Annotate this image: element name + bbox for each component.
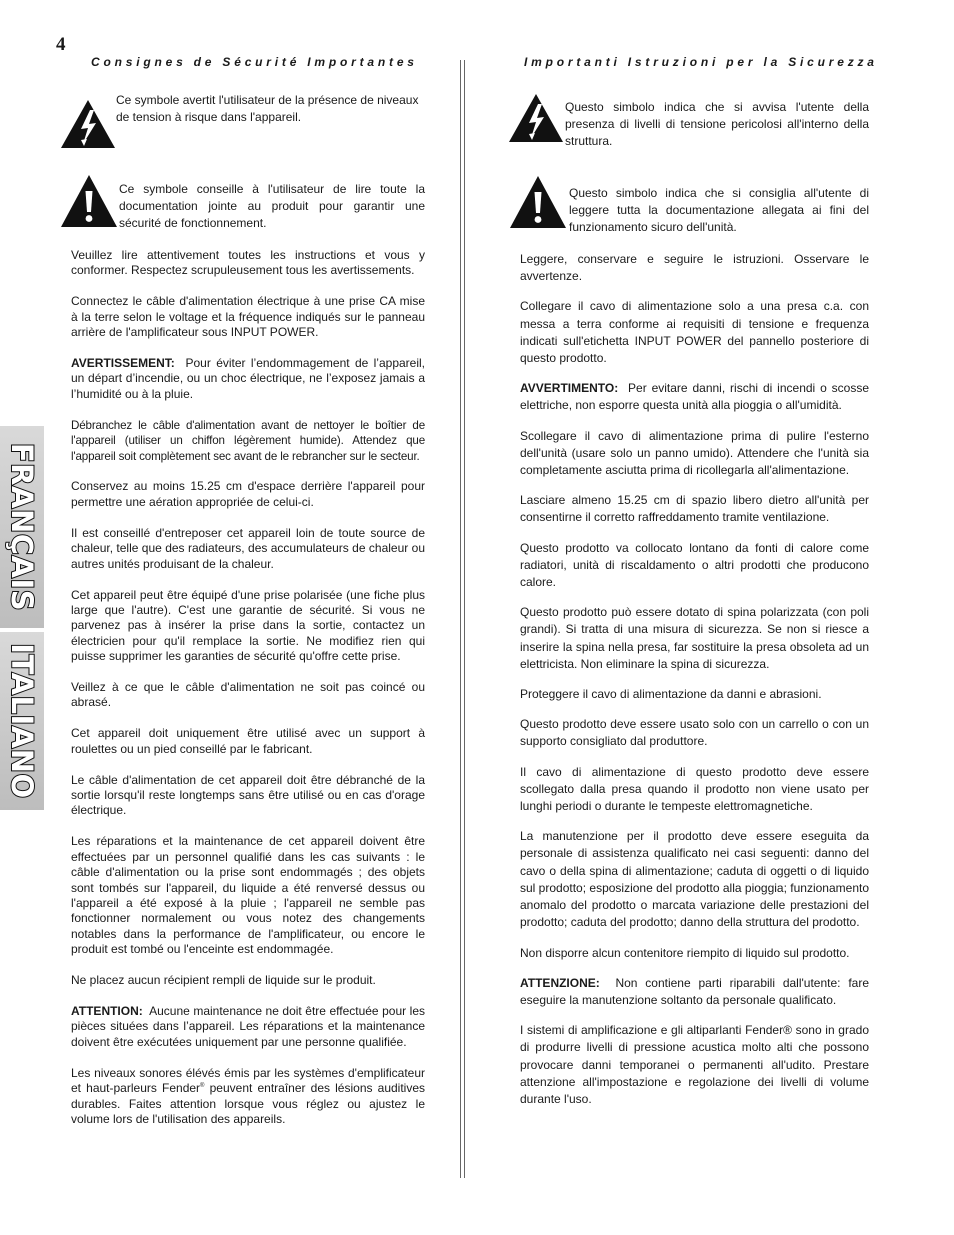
side-tab-italiano <box>0 632 44 810</box>
italian-lightning-notice <box>520 90 869 150</box>
italian-exclamation-notice <box>520 174 869 236</box>
lightning-warning-icon <box>59 98 117 155</box>
italian-paragraph <box>520 975 869 1009</box>
french-paragraph: Il est conseillé d'entreposer cet appareil loin de toute source de chaleur, telle que des radiateurs, des accumulateurs de chaleur ou autres unités produisant de la chaleur. <box>71 525 425 571</box>
italian-heading: Importanti Istruzioni per la Sicurezza <box>524 55 878 69</box>
italian-attention-label: ATTENZIONE: <box>520 975 600 990</box>
italian-paragraph: I sistemi di amplificazione e gli altiparlanti Fender® sono in grado di produrre livelli di pressione acustica molto alti che possono provocare danni temporanei o permanenti all'udito. Prestare attenzione all'impostazione e regolazione dei livelli di volume durante l'uso. <box>520 1023 869 1106</box>
italian-paragraph: Scollegare il cavo di alimentazione prima di pulire l'esterno dell'unità (usare solo un panno umido). Attendere che l'unità sia completamente asciutta prima di ricollegarla all'alimentazione. <box>520 428 869 478</box>
french-exclamation-notice <box>71 173 425 234</box>
french-hearing-text-b: peuvent entraîner des lésions auditives durables. Faites attention lorsque vous réglez ou ajustez le volume lors de l'utilisation des appareils. <box>71 1081 426 1126</box>
column-divider <box>460 60 465 1178</box>
italian-paragraph: Questo prodotto può essere dotato di spina polarizzata (con poli grandi). Si tratta di una misura di sicurezza. Se non si riesce a inserire la spina nella presa, far sostituire la presa obsoleta ad un elettricista. Non eliminare la spina di sicurezza. <box>520 605 869 671</box>
italian-paragraph: Leggere, conservare e seguire le istruzioni. Osservare le avvertenze. <box>520 252 869 284</box>
french-paragraph: Connectez le câble d'alimentation électrique à une prise CA mise à la terre selon le voltage et la fréquence indiqués sur le panneau arrière de l'amplificateur sous INPUT POWER. <box>71 294 425 340</box>
french-paragraph: Cet appareil peut être équipé d'une prise polarisée (une fiche plus large que l'autre). C'est une garantie de sécurité. Si vous ne parvenez pas à insérer la prise dans la sortie, contactez un électricien pour qu'il remplace la sortie. Ne modifiez rien qui puisse supprimer les garanties de sécurité qu'offre cette prise. <box>71 587 425 664</box>
italian-paragraph: Questo prodotto deve essere usato solo con un carrello o con un supporto consigliato dal produttore. <box>520 717 869 749</box>
french-paragraph <box>71 1066 425 1128</box>
french-paragraph: Veillez à ce que le câble d'alimentation ne soit pas coincé ou abrasé. <box>71 680 425 710</box>
french-paragraph <box>71 356 425 402</box>
french-hearing-text-a: Les niveaux sonores élévés émis par les systèmes d'emplificateur et haut-parleurs Fender <box>71 1065 425 1096</box>
italian-attention-text: Non contiene parti riparabili dall'utente: fare eseguire la manutenzione soltanto da personale qualificato. <box>520 975 869 1007</box>
french-paragraph: Veuillez lire attentivement toutes les instructions et vous y conformer. Respectez scrupuleusement tous les avertissements. <box>71 248 425 278</box>
exclamation-warning-icon <box>59 173 119 234</box>
italian-paragraph: Questo prodotto va collocato lontano da fonti di calore come radiatori, unità di riscaldamento o altri prodotti che producono calore. <box>520 540 869 590</box>
french-body <box>71 248 425 1127</box>
french-warning-text: Pour éviter l’endommagement de l’appareil, un départ d’incendie, ou un choc électrique, ne l’exposez jamais a l’humidité ou à la pluie. <box>71 356 425 401</box>
side-tab-francais-label: FRANÇAIS <box>5 442 39 612</box>
italian-lightning-text: Questo simbolo indica che si avvisa l'utente della presenza di livelli di tensione pericolosi all'interno della struttura. <box>565 100 869 148</box>
french-paragraph: Ne placez aucun récipient rempli de liquide sur le produit. <box>71 973 376 988</box>
italian-paragraph: Collegare il cavo di alimentazione solo a una presa c.a. con messa a terra conforme ai requisiti di tensione e frequenza indicati sull'etichetta INPUT POWER del pannello posteriore di questo prodotto. <box>520 299 869 366</box>
italian-paragraph: La manutenzione per il prodotto deve essere eseguita da personale di assistenza qualificato nei casi seguenti: danno del cavo o della spina di alimentazione; caduta di oggetti o di liquido sul prodotto; esposizione del prodotto alla pioggia; funzionamento anomalo del prodotto o marcata variazione delle prestazioni del prodotto; caduta del prodotto; danno della struttura del prodotto. <box>520 829 869 930</box>
french-paragraph: Cet appareil doit uniquement être utilisé avec un support à roulettes ou un pied conseillé par le fabricant. <box>71 726 425 756</box>
french-attention-text: Aucune maintenance ne doit être effectuée pour les pièces situées dans l’appareil. Les réparations et la maintenance doivent être exécutées uniquement par une personne qualifiée. <box>71 1004 425 1049</box>
french-paragraph <box>71 1004 425 1050</box>
french-attention-label: ATTENTION: <box>71 1004 143 1019</box>
french-paragraph: Les réparations et la maintenance de cet appareil doivent être effectuées par un personnel qualifié dans les cas suivants : le câble d'alimentation ou la prise sont endommagés ; des objets sont tombés sur l'appareil, du liquide a été renversé dessus ou l'appareil a été exposé à la pluie ; l'appareil ne semble pas fonctionner normalement ou vous notez des changements notables dans la performance de l'amplificateur, ou encore le produit est tombé ou l'enceinte est endommagée. <box>71 834 425 957</box>
french-paragraph: Le câble d'alimentation de cet appareil doit être débranché de la sortie lorsqu'il reste longtemps sans être utilisé ou en cas d'orage électrique. <box>71 772 425 818</box>
side-tab-italiano-label: ITALIANO <box>5 643 39 799</box>
french-paragraph: Débranchez le câble d'alimentation avant de nettoyer le boîtier de l'appareil (utiliser un chiffon légèrement humide). Attendez que l'appareil soit complètement sec avant de le rebrancher sur le secteur. <box>71 418 425 463</box>
side-tab-francais <box>0 426 44 628</box>
page-number: 4 <box>56 34 66 55</box>
italian-paragraph: Lasciare almeno 15.25 cm di spazio libero dietro all'unità per consentirne il corretto raffreddamento tramite ventilazione. <box>520 493 869 525</box>
italian-paragraph: Non disporre alcun contenitore riempito di liquido sul prodotto. <box>520 945 850 960</box>
italian-body <box>520 251 869 1108</box>
lightning-warning-icon <box>507 92 565 149</box>
french-exclamation-text: Ce symbole conseille à l'utilisateur de lire toute la documentation jointe au produit pour garantir une sécurité de fonctionnement. <box>119 182 425 230</box>
french-column <box>71 55 425 1127</box>
italian-paragraph: Proteggere il cavo di alimentazione da danni e abrasioni. <box>520 687 822 702</box>
exclamation-warning-icon <box>508 174 568 235</box>
italian-column <box>520 55 878 1108</box>
french-lightning-notice <box>71 92 425 155</box>
french-warning-label: AVERTISSEMENT: <box>71 356 175 371</box>
registered-mark: ® <box>200 1083 205 1090</box>
italian-paragraph <box>520 380 869 414</box>
italian-exclamation-text: Questo simbolo indica che si consiglia all'utente di leggere tutta la documentazione allegata ai fini del funzionamento sicuro dell'unità. <box>569 186 869 234</box>
french-paragraph: Conservez au moins 15.25 cm d'espace derrière l'appareil pour permettre une aération appropriée de celui-ci. <box>71 479 425 509</box>
french-heading: Consignes de Sécurité Importantes <box>91 55 418 69</box>
italian-warning-label: AVVERTIMENTO: <box>520 381 619 396</box>
italian-warning-text: Per evitare danni, rischi di incendi o scosse elettriche, non esporre questa unità alla pioggia o all'umidità. <box>520 381 869 413</box>
french-lightning-text: Ce symbole avertit l'utilisateur de la présence de niveaux de tension à risque dans l'appareil. <box>116 93 419 124</box>
italian-paragraph: Il cavo di alimentazione di questo prodotto deve essere scollegato dalla presa quando il prodotto non viene usato per lunghi periodi o durante le tempeste elettromagnetiche. <box>520 764 869 814</box>
